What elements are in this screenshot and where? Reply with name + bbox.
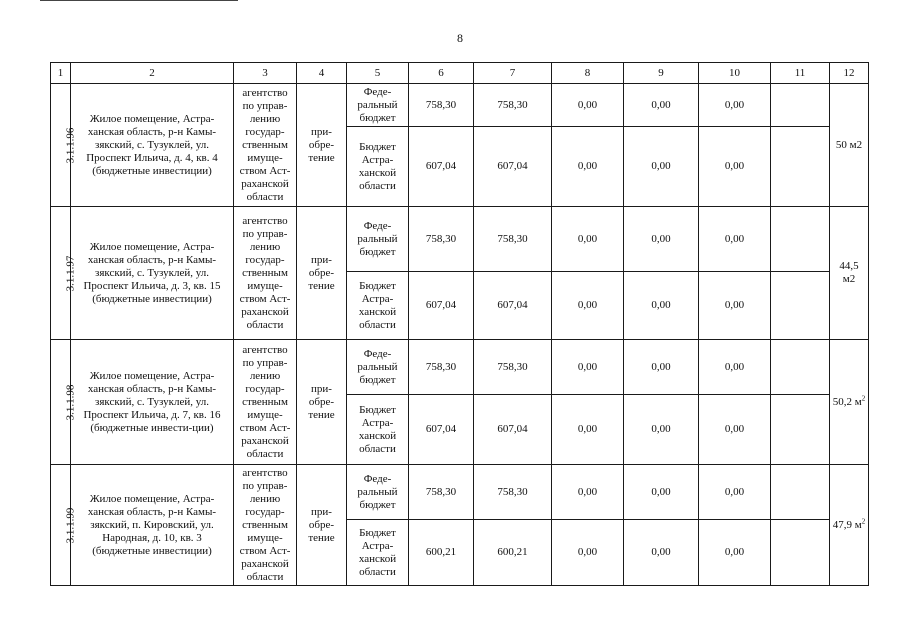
amount-cell: 0,00 — [624, 520, 699, 586]
amount-cell: 0,00 — [699, 272, 771, 340]
empty-cell — [771, 207, 830, 272]
amount-cell: 0,00 — [552, 395, 624, 465]
area-cell — [830, 340, 869, 465]
column-header: 8 — [552, 63, 624, 84]
column-header: 12 — [830, 63, 869, 84]
amount-cell: 0,00 — [699, 340, 771, 395]
amount-cell: 758,30 — [409, 340, 474, 395]
column-header: 1 — [51, 63, 71, 84]
amount-cell: 0,00 — [699, 465, 771, 520]
amount-cell: 600,21 — [474, 520, 552, 586]
budget-table — [50, 62, 869, 586]
record-code-cell — [51, 465, 77, 586]
amount-cell: 758,30 — [474, 84, 552, 127]
amount-cell: 0,00 — [624, 84, 699, 127]
record-code-cell — [51, 340, 77, 465]
empty-cell — [771, 340, 830, 395]
amount-cell: 758,30 — [474, 340, 552, 395]
responsible-agency: агентство по управ-лению государ-ственным имуще-ством Аст-раханской области — [234, 207, 297, 340]
header-rule — [40, 0, 238, 1]
funding-source: Бюджет Астра-ханской области — [347, 395, 409, 465]
amount-cell: 0,00 — [552, 272, 624, 340]
column-header: 3 — [234, 63, 297, 84]
area-value: 50,2 м — [832, 395, 862, 408]
amount-cell: 607,04 — [474, 127, 552, 207]
column-header: 2 — [71, 63, 234, 84]
area-cell — [830, 84, 869, 207]
object-description: Жилое помещение, Астра-ханская область, р-н Камы-зякский, с. Тузуклей, ул. Проспект Ильича, д. 4, кв. 4 (бюджетные инвестиции) — [71, 84, 234, 207]
amount-cell: 0,00 — [699, 207, 771, 272]
amount-cell: 0,00 — [699, 84, 771, 127]
amount-cell: 0,00 — [699, 395, 771, 465]
object-description: Жилое помещение, Астра-ханская область, р-н Камы-зякский, п. Кировский, ул. Народная, д. 10, кв. 3 (бюджетные инвестиции) — [71, 465, 234, 586]
area-value: 50 м2 — [835, 138, 863, 151]
amount-cell: 0,00 — [552, 84, 624, 127]
amount-cell: 758,30 — [409, 207, 474, 272]
record-row — [51, 465, 869, 520]
acquisition-method: при-обре-тение — [297, 84, 347, 207]
amount-cell: 607,04 — [409, 272, 474, 340]
amount-cell: 758,30 — [474, 207, 552, 272]
amount-cell: 0,00 — [552, 127, 624, 207]
column-header: 7 — [474, 63, 552, 84]
empty-cell — [771, 127, 830, 207]
record-code-cell — [51, 84, 77, 207]
amount-cell: 0,00 — [624, 272, 699, 340]
empty-cell — [771, 84, 830, 127]
column-header: 5 — [347, 63, 409, 84]
responsible-agency: агентство по управ-лению государ-ственным имуще-ством Аст-раханской области — [234, 340, 297, 465]
funding-source: Феде-ральный бюджет — [347, 207, 409, 272]
object-description: Жилое помещение, Астра-ханская область, р-н Камы-зякский, с. Тузуклей, ул. Проспект Ильича, д. 7, кв. 16 (бюджетные инвести-ции) — [71, 340, 234, 465]
amount-cell: 758,30 — [409, 465, 474, 520]
amount-cell: 0,00 — [699, 520, 771, 586]
record-row — [51, 340, 869, 395]
empty-cell — [771, 465, 830, 520]
responsible-agency: агентство по управ-лению государ-ственным имуще-ством Аст-раханской области — [234, 465, 297, 586]
amount-cell: 0,00 — [624, 465, 699, 520]
empty-cell — [771, 520, 830, 586]
amount-cell: 758,30 — [409, 84, 474, 127]
area-value: 44,5 м2 — [839, 260, 859, 285]
column-header: 6 — [409, 63, 474, 84]
column-header: 9 — [624, 63, 699, 84]
amount-cell: 0,00 — [624, 340, 699, 395]
amount-cell: 0,00 — [552, 465, 624, 520]
funding-source: Феде-ральный бюджет — [347, 84, 409, 127]
area-cell — [830, 207, 869, 340]
amount-cell: 607,04 — [474, 272, 552, 340]
amount-cell: 0,00 — [624, 207, 699, 272]
record-code: 3.1.1.99 — [64, 507, 77, 543]
amount-cell: 0,00 — [552, 207, 624, 272]
empty-cell — [771, 395, 830, 465]
column-number-row — [51, 63, 869, 84]
acquisition-method: при-обре-тение — [297, 207, 347, 340]
funding-source: Бюджет Астра-ханской области — [347, 520, 409, 586]
empty-cell — [771, 272, 830, 340]
record-code: 3.1.1.97 — [64, 255, 77, 291]
record-row — [51, 84, 869, 127]
funding-source: Феде-ральный бюджет — [347, 340, 409, 395]
column-header: 11 — [771, 63, 830, 84]
area-cell — [830, 465, 869, 586]
column-header: 10 — [699, 63, 771, 84]
amount-cell: 607,04 — [409, 127, 474, 207]
funding-source: Бюджет Астра-ханской области — [347, 127, 409, 207]
record-code: 3.1.1.98 — [64, 384, 77, 420]
amount-cell: 607,04 — [409, 395, 474, 465]
acquisition-method: при-обре-тение — [297, 340, 347, 465]
funding-source: Феде-ральный бюджет — [347, 465, 409, 520]
page-number: 8 — [457, 31, 463, 45]
column-header: 4 — [297, 63, 347, 84]
funding-source: Бюджет Астра-ханской области — [347, 272, 409, 340]
responsible-agency: агентство по управ-лению государ-ственным имуще-ством Аст-раханской области — [234, 84, 297, 207]
area-superscript: 2 — [861, 516, 866, 525]
amount-cell: 0,00 — [624, 395, 699, 465]
area-superscript: 2 — [861, 393, 866, 402]
record-code-cell — [51, 207, 77, 340]
amount-cell: 758,30 — [474, 465, 552, 520]
object-description: Жилое помещение, Астра-ханская область, р-н Камы-зякский, с. Тузуклей, ул. Проспект Ильича, д. 3, кв. 15 (бюджетные инвестиции) — [71, 207, 234, 340]
amount-cell: 0,00 — [699, 127, 771, 207]
amount-cell: 0,00 — [624, 127, 699, 207]
record-code: 3.1.1.96 — [64, 127, 77, 163]
acquisition-method: при-обре-тение — [297, 465, 347, 586]
amount-cell: 0,00 — [552, 520, 624, 586]
area-value: 47,9 м — [832, 518, 862, 531]
amount-cell: 600,21 — [409, 520, 474, 586]
amount-cell: 0,00 — [552, 340, 624, 395]
record-row — [51, 207, 869, 272]
amount-cell: 607,04 — [474, 395, 552, 465]
